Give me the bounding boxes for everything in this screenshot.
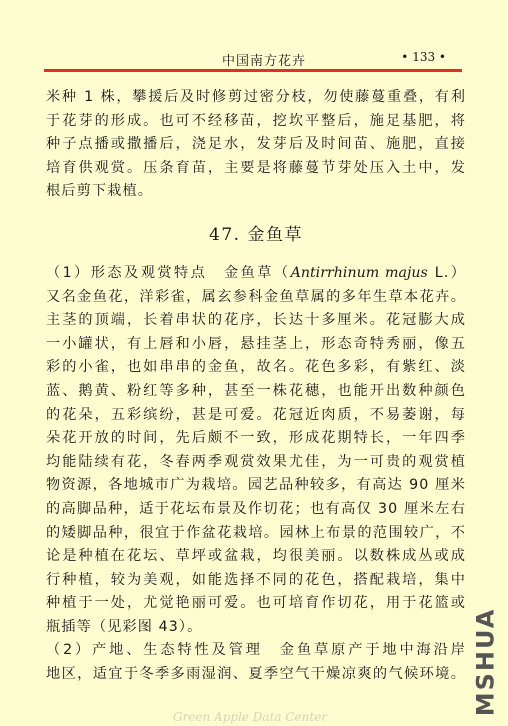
- text-line: 种植于一处，尤觉艳丽可爱。也可培育作切花，用于花篮或: [46, 595, 466, 612]
- text-line: 蓝、鹅黄、粉红等多种，甚至一株花穗，也能开出数种颜色: [46, 382, 466, 399]
- section-title: 金鱼草: [247, 224, 303, 245]
- text-line: 米种 1 株，攀援后及时修剪过密分枝，勿使藤蔓重叠，有利: [46, 89, 466, 105]
- text-line: （2）产地、生态特性及管理 金鱼草原产于地中海沿岸: [46, 642, 466, 659]
- text-line: 种子点播或撒播后，浇足水，发芽后及时间苗、施肥，直接: [46, 136, 466, 153]
- text-line: 地区，适宜于冬季多雨湿润、夏季空气干燥凉爽的气候环境。: [46, 666, 466, 683]
- section-number: 47.: [209, 224, 241, 245]
- page-body: [46, 86, 466, 687]
- side-watermark: [470, 607, 500, 717]
- text-line: 均能陆续有花，冬春两季观赏效果尤佳，为一可贵的观赏植: [46, 453, 466, 470]
- bottom-watermark: Green Apple Data Center: [172, 710, 328, 724]
- text-line: 论是种植在花坛、草坪或盆栽，均很美丽。以数株成丛或成: [46, 548, 466, 565]
- text-line: 又名金鱼花，洋彩雀，属玄参科金鱼草属的多年生草本花卉。: [46, 288, 466, 305]
- page-number: • 133 •: [401, 50, 446, 64]
- paragraph-3: [46, 639, 466, 686]
- text-line: 的高脚品种，适于花坛布景及作切花；也有高仅 30 厘米左右: [46, 500, 466, 517]
- text-line: 的花朵，五彩缤纷，甚是可爱。花冠近肉质，不易萎谢，每: [46, 406, 466, 423]
- text-line: 培育供观赏。压条育苗，主要是将藤蔓节芽处压入土中，发: [46, 159, 466, 176]
- running-title: 中国南方花卉: [222, 54, 307, 69]
- text-suffix: L.）: [427, 264, 467, 281]
- text-line: 行种植，较为美观，如能选择不同的花色，搭配栽培，集中: [46, 571, 466, 588]
- page-header: [44, 50, 462, 70]
- text-line: 的矮脚品种，很宜于作盆花栽培。园林上布景的范围较广，不: [46, 524, 466, 541]
- text-line: 瓶插等（见彩图 43）。: [46, 618, 203, 635]
- side-watermark-text: MSHUA: [471, 607, 500, 717]
- paragraph-1: [46, 86, 466, 204]
- section-heading: [46, 223, 466, 247]
- header-rule: [44, 69, 462, 72]
- text-line: 朵花开放的时间，先后颇不一致，形成花期特长，一年四季: [46, 430, 466, 447]
- latin-name: Antirrhinum majus: [290, 264, 428, 281]
- text-line-first: [46, 262, 466, 286]
- text-line: 彩的小雀，也如串串的金鱼，故名。花色多彩，有紫红、淡: [46, 359, 466, 376]
- text-line: 主茎的顶端，长着串状的花序，长达十多厘米。花冠膨大成: [46, 312, 466, 329]
- text-line: 物资源，各地城市广为栽培。园艺品种较多，有高达 90 厘米: [46, 477, 466, 494]
- text-line: 于花芽的形成。也可不经移苗，挖坎平整后，施足基肥，将: [46, 112, 466, 129]
- text-line: 一小罐状，有上唇和小唇，悬挂茎上，形态奇特秀丽，像五: [46, 335, 466, 352]
- text-prefix: （1）形态及观赏特点 金鱼草（: [46, 264, 291, 281]
- paragraph-2: [46, 262, 466, 640]
- text-line: 根后剪下栽植。: [46, 183, 154, 200]
